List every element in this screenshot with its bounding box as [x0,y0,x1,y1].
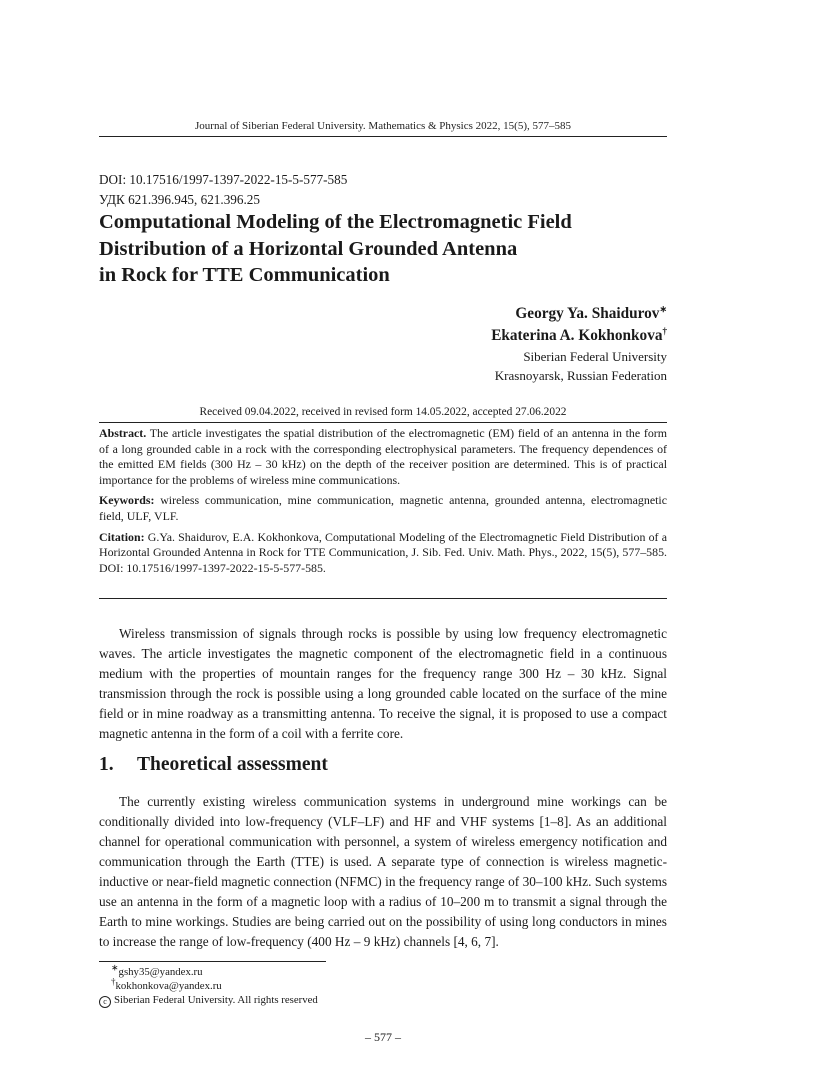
citation [99,530,667,577]
citation-text: G.Ya. Shaidurov, E.A. Kokhonkova, Computational Modeling of the Electromagnetic Field Distribution of a Horizontal Grounded Antenna in Rock for TTE Communication, J. Sib. Fed. Univ. Math. Phys., 2022, 15(5), 577–585. DOI: 10.17516/1997-1397-2022-15-5-577-585. [99,529,667,575]
author-1-name: Georgy Ya. Shaidurov [515,305,660,322]
paper-title [99,209,667,289]
author-block [491,303,667,385]
title-line-1: Computational Modeling of the Electromagnetic Field [99,211,572,233]
intro-paragraph: Wireless transmission of signals through rocks is possible by using low frequency electromagnetic waves. The article investigates the magnetic component of the electromagnetic field in a continuous medium with the properties of mountain ranges for the frequency range 300 Hz – 30 kHz. Signal transmission through the rock is possible using a long grounded cable located on the surface of the mine field or in mine roadway as a transmitting antenna. To receive the signal, it is proposed to use a compact magnetic antenna in the form of a coil with a ferrite core. [99,626,667,741]
header-rule [99,136,667,137]
footnote-1-email: gshy35@yandex.ru [118,966,203,978]
section-title: Theoretical assessment [137,754,328,775]
page-number: – 577 – [365,1030,401,1044]
copyright-icon: c [99,996,111,1008]
affiliation-place: Krasnoyarsk, Russian Federation [494,368,667,383]
abstract [99,426,667,488]
author-2 [491,325,667,347]
section-heading [99,754,328,776]
copyright-line [99,993,318,1008]
footnote-rule [99,961,326,962]
footnote-2 [99,976,318,993]
title-line-2: Distribution of a Horizontal Grounded Antenna [99,237,518,260]
udk-line: УДК 621.396.945, 621.396.25 [99,192,260,207]
footnote-1-mark: ∗ [111,962,119,973]
citation-label: Citation: [99,529,145,544]
doi-line: DOI: 10.17516/1997-1397-2022-15-5-577-585 [99,172,348,187]
footnote-2-mark: † [111,976,116,987]
copyright-text: Siberian Federal University. All rights reserved [114,994,318,1006]
keywords-label: Keywords: [99,493,155,508]
affiliation-org: Siberian Federal University [523,349,667,364]
abstract-top-rule [99,422,667,423]
abstract-bottom-rule [99,598,667,599]
received-dates: Received 09.04.2022, received in revised form 14.05.2022, accepted 27.06.2022 [199,406,567,418]
abstract-text: The article investigates the spatial distribution of the electromagnetic (EM) field of an antenna in the form of a long grounded cable in a rock with the corresponding electrophysical parameters. The frequency dependences of the emitted EM fields (300 Hz – 30 kHz) on the depth of the receiver position are determined. This is of practical importance for the problems of wireless mine communications. [99,426,667,487]
title-line-3: in Rock for TTE Communication [99,264,390,286]
identifiers [99,170,347,210]
keywords [99,493,667,524]
abstract-label: Abstract. [99,426,147,440]
author-1 [491,303,667,325]
running-header: Journal of Siberian Federal University. Mathematics & Physics 2022, 15(5), 577–585 [195,120,571,132]
section-number: 1. [99,754,114,775]
author-2-name: Ekaterina A. Kokhonkova [491,327,663,344]
footnotes [99,962,318,1008]
author-1-mark: ∗ [659,303,667,314]
abstract-block [99,426,667,581]
keywords-text: wireless communication, mine communication, magnetic antenna, grounded antenna, electromagnetic field, ULF, VLF. [99,493,667,523]
author-2-mark: † [662,325,667,336]
footnote-1 [99,962,318,979]
section-paragraph: The currently existing wireless communication systems in underground mine workings can be conditionally divided into low-frequency (VLF–LF) and HF and VHF systems [1–8]. As an additional channel for operational communication with personnel, a system of wireless emergency notification and communication through the Earth (TTE) is used. A separate type of connection is wireless magnetic-inductive or near-field magnetic connection (NFMC) in the frequency range of 30–100 kHz. Such systems use an antenna in the form of a magnetic loop with a radius of 10–200 m to transmit a signal through the Earth to mine workings. Studies are being carried out on the possibility of using long conductors in mines to increase the range of low-frequency (400 Hz – 9 kHz) channels [4, 6, 7]. [99,794,667,949]
footnote-2-email: kokhonkova@yandex.ru [115,980,222,992]
